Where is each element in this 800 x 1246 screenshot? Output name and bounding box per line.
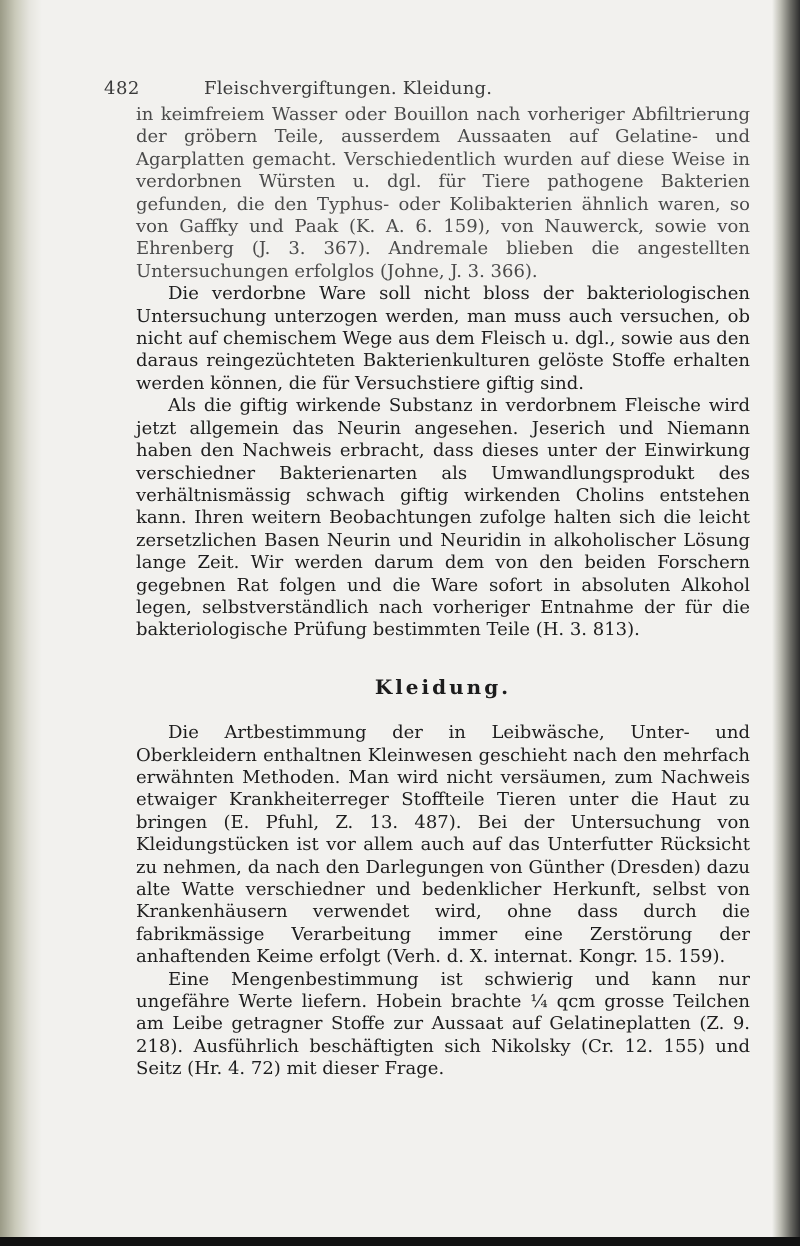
paragraph-artbestimmung: Die Artbestimmung der in Leibwäsche, Unter- und Oberkleidern enthaltnen Kleinwesen geschieht nach den mehrfach erwähnten Methoden. Man wird nicht versäumen, zum Nachweis etwaiger Krankheiterreger Stoffteile Tieren unter die Haut zu bringen (E. Pfuhl, Z. 13. 487). Bei der Untersuchung von Kleidungstücken ist vor allem auch auf das Unterfutter Rücksicht zu nehmen, da nach den Darlegungen von Günther (Dresden) dazu alte Watte verschiedner und bedenklicher Herkunft, selbst von Krankenhäusern verwendet wird, ohne dass durch die fabrikmässige Verarbeitung immer eine Zerstörung der anhaftenden Keime erfolgt (Verh. d. X. internat. Kongr. 15. 159). bbox=[136, 722, 750, 968]
right-binding-edge bbox=[772, 0, 800, 1246]
bottom-page-edge bbox=[0, 1237, 800, 1246]
body-text bbox=[136, 104, 750, 1081]
header-title: Fleischvergiftungen. Kleidung. bbox=[204, 78, 493, 99]
page-number: 482 bbox=[104, 78, 140, 99]
running-header bbox=[104, 78, 704, 104]
left-page-edge bbox=[0, 0, 42, 1246]
paragraph-neurin: Als die giftig wirkende Substanz in verdorbnem Fleische wird jetzt allgemein das Neurin angesehen. Jeserich und Niemann haben den Nachweis erbracht, dass dieses unter der Einwirkung verschiedner Bakterienarten als Umwandlungsprodukt des verhältnismässig schwach giftig wirkenden Cholins entstehen kann. Ihren weitern Beobachtungen zufolge halten sich die leicht zersetzlichen Basen Neurin und Neuridin in alkoholischer Lösung lange Zeit. Wir werden darum dem von den beiden Forschern gegebnen Rat folgen und die Ware sofort in absoluten Alkohol legen, selbstverständlich nach vorheriger Entnahme der für die bakteriologische Prüfung bestimmten Teile (H. 3. 813). bbox=[136, 395, 750, 641]
section-heading-kleidung: Kleidung. bbox=[374, 674, 512, 699]
paragraph-mengenbestimmung: Eine Mengenbestimmung ist schwierig und kann nur ungefähre Werte liefern. Hobein brachte ¼ qcm grosse Teilchen am Leibe getragner Stoffe zur Aussaat auf Gelatineplatten (Z. 9. 218). Ausführlich beschäftigten sich Nikolsky (Cr. 12. 155) und Seitz (Hr. 4. 72) mit dieser Frage. bbox=[136, 968, 750, 1080]
paragraph-verdorbne-ware: Die verdorbne Ware soll nicht bloss der bakteriologischen Untersuchung unterzogen werden, man muss auch versuchen, ob nicht auf chemischem Wege aus dem Fleisch u. dgl., sowie aus den daraus reingezüchteten Bakterienkulturen gelöste Stoffe erhalten werden können, die für Versuchstiere giftig sind. bbox=[136, 283, 750, 394]
paragraph-continuation: in keimfreiem Wasser oder Bouillon nach vorheriger Abfiltrierung der gröbern Teile, ausserdem Aussaaten auf Gelatine- und Agarplatten gemacht. Verschiedentlich wurden auf diese Weise in verdorbnen Würsten u. dgl. für Tiere pathogene Bakterien gefunden, die den Typhus- oder Kolibakterien ähnlich waren, so von Gaffky und Paak (K. A. 6. 159), von Nauwerck, sowie von Ehrenberg (J. 3. 367). Andremale blieben die angestellten Untersuchungen erfolglos (Johne, J. 3. 366). bbox=[136, 104, 750, 282]
